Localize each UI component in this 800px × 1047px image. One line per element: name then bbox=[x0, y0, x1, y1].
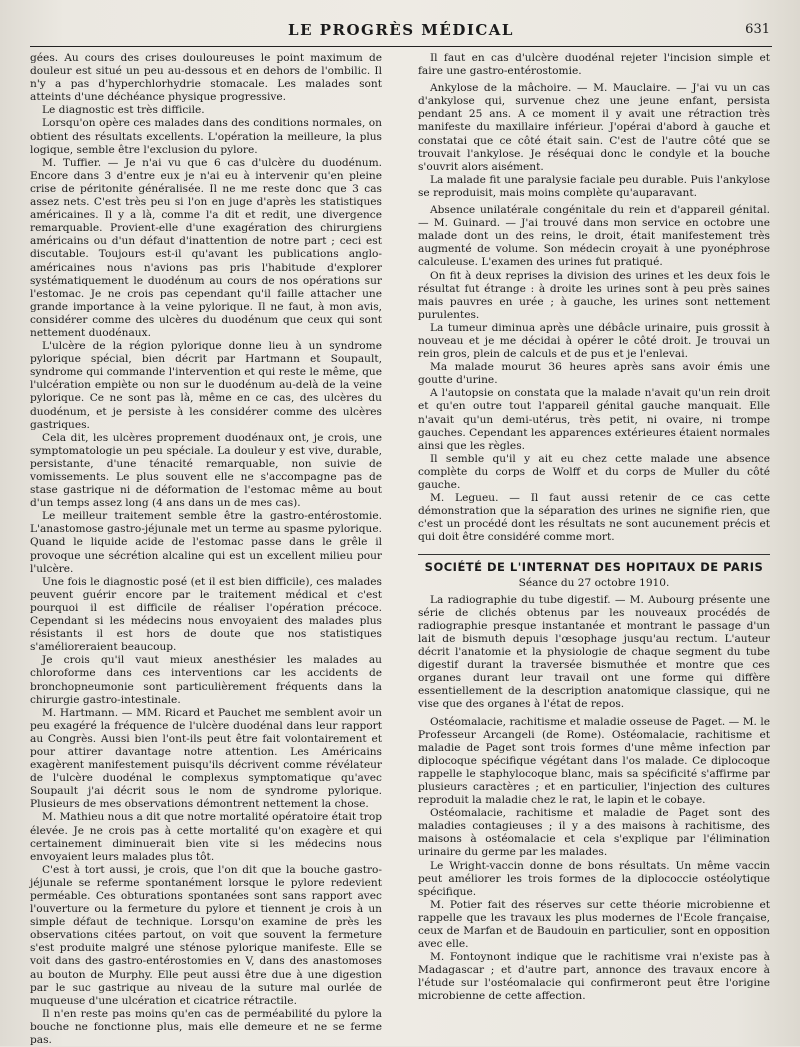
paragraph: M. Potier fait des réserves sur cette théorie microbienne et rappelle que les travaux les plus modernes de l'Ecole française, ceux de Marfan et de Baudouin en particulier, sont en opposition avec elle. bbox=[418, 898, 770, 951]
seance-date: Séance du 27 octobre 1910. bbox=[518, 576, 670, 589]
right-column bbox=[418, 52, 770, 1004]
section-absence-rein: Absence unilatérale congénitale du rein et d'appareil génital. — M. Guinard. — J'ai trouvé dans mon service en octobre une malade dont un des reins, le droit, était manifestement très augmenté de volume. Son médecin croyait à une pyonéphrose calculeuse. L'examen des urines fut pratiqué. bbox=[418, 204, 770, 269]
left-column bbox=[30, 52, 382, 1047]
page-number: 631 bbox=[745, 22, 770, 37]
paragraph: M. Tuffier. — Je n'ai vu que 6 cas d'ulcère du duodénum. Encore dans 3 d'entre eux je n'ai eu à intervenir qu'en pleine crise de péritonite généralisée. Il ne me reste donc que 3 cas assez nets. C'est très peu si l'on en juge d'après les statistiques américaines. Il y a là, comme l'a dit et redit, une divergence remarquable. Provient-elle d'une exagération des chirurgiens américains ou d'un défaut d'inattention de notre part ; ceci est discutable. Toujours est-il qu'avant les publications anglo-américaines nous n'avions pas pris l'habitude d'explorer systématiquement le duodénum au cours de nos opérations sur l'estomac. Je ne crois pas cependant qu'il faille attacher une grande importance à la veine pylorique. Il ne faut, à mon avis, considérer comme des ulcères du duodénum que ceux qui sont nettement duodénaux. bbox=[30, 156, 382, 339]
paragraph: La tumeur diminua après une débâcle urinaire, puis grossit à nouveau et je me décidai à opérer le côté droit. Je trouvai un rein gros, plein de calculs et de pus et je l'enlevai. bbox=[418, 321, 770, 361]
paragraph: C'est à tort aussi, je crois, que l'on dit que la bouche gastro-jéjunale se referme spontanément lorsque le pylore redevient perméable. Ces obturations spontanées sont sans rapport avec l'ouverture ou la fermeture du pylore et tiennent je crois à un simple défaut de technique. Lorsqu'on examine de près les observations citées partout, on voit que souvent la fermeture s'est produite malgré une sténose pylorique manifeste. Elle se voit dans des gastro-entérostomies en V, dans des anastomoses au bouton de Murphy. Elle peut aussi être due à une digestion par le suc gastrique au niveau de la suture mal ourlée de muqueuse d'une ulcération et cicatrice rétractile. bbox=[30, 863, 382, 1007]
paragraph: M. Mathieu nous a dit que notre mortalité opératoire était trop élevée. Je ne crois pas à cette mortalité qu'on exagère et qui certainement diminuerait bien vite si les médecins nous envoyaient leurs malades plus tôt. bbox=[30, 811, 382, 863]
paragraph: Le meilleur traitement semble être la gastro-entérostomie. L'anastomose gastro-jéjunale met un terme au spasme pylorique. Quand le liquide acide de l'estomac passe dans le grêle il provoque une sécrétion alcaline qui est un excellent milieu pour l'ulcère. bbox=[30, 510, 382, 575]
paragraph: Il n'en reste pas moins qu'en cas de perméabilité du pylore la bouche ne fonctionne plus, mais elle demeure et ne se ferme pas. bbox=[30, 1007, 382, 1047]
paragraph: On fit à deux reprises la division des urines et les deux fois le résultat fut étrange : à droite les urines sont à peu près saines mais pauvres en urée ; à gauche, les urines sont nettement purulentes. bbox=[418, 269, 770, 321]
paragraph: M. Hartmann. — MM. Ricard et Pauchet me semblent avoir un peu exagéré la fréquence de l'ulcère duodénal dans leur rapport au Congrès. Aussi bien l'ont-ils peut être fait volontairement et pour attirer davantage notre attention. Les Américains exagèrent manifestement puisqu'ils décrivent comme révélateur de l'ulcère duodénal le complexus symptomatique qu'avec Soupault j'ai décrit sous le nom de syndrome pylorique. Plusieurs de mes observations démontrent nettement la chose. bbox=[30, 706, 382, 811]
paragraph: M. Fontoynont indique que le rachitisme vrai n'existe pas à Madagascar ; et d'autre part, annonce des travaux encore à l'étude sur l'ostéomalacie qui confirmeront peut être l'origine microbienne de cette affection. bbox=[418, 951, 770, 1003]
paragraph: Une fois le diagnostic posé (et il est bien difficile), ces malades peuvent guérir encore par le traitement médical et c'est pourquoi il est difficile de réaliser l'opération précoce. Cependant si les médecins nous envoyaient des malades plus résistants il est hors de doute que nos statistiques s'amélioreraient beaucoup. bbox=[30, 575, 382, 654]
paragraph: Cela dit, les ulcères proprement duodénaux ont, je crois, une symptomatologie un peu spéciale. La douleur y est vive, durable, persistante, d'une ténacité remarquable, non suivie de vomissements. Le plus souvent elle ne s'accompagne pas de stase gastrique ni de déformation de l'estomac même au bout d'un temps assez long (4 ans dans un de mes cas). bbox=[30, 431, 382, 510]
page-header bbox=[30, 20, 772, 47]
paragraph: La malade fit une paralysie faciale peu durable. Puis l'ankylose se reproduisit, mais moins complète qu'auparavant. bbox=[418, 173, 770, 199]
society-heading: SOCIÉTÉ DE L'INTERNAT DES HOPITAUX DE PARIS bbox=[418, 554, 770, 574]
paragraph: Le diagnostic est très difficile. bbox=[42, 104, 205, 117]
paragraph: gées. Au cours des crises douloureuses le point maximum de douleur est situé un peu au-dessous et en dehors de l'ombilic. Il n'y a pas d'hyperchlorhydrie stomacale. Les malades sont atteints d'une déchéance physique progressive. bbox=[30, 52, 382, 104]
paragraph: A l'autopsie on constata que la malade n'avait qu'un rein droit et qu'en outre tout l'appareil génital gauche manquait. Elle n'avait qu'un demi-utérus, très petit, ni ovaire, ni trompe gauches. Cependant les apparences extérieures étaient normales ainsi que les règles. bbox=[418, 387, 770, 452]
section-radiographie: La radiographie du tube digestif. — M. Aubourg présente une série de clichés obtenus par les nouveaux procédés de radiographie presque instantanée et montrant le passage d'un lait de bismuth depuis l'œsophage jusqu'au rectum. L'auteur décrit l'anatomie et la physiologie de chaque segment du tube digestif durant la traversée bismuthée et montre que ces organes durant leur travail ont une forme qui diffère essentiellement de la description anatomique classique, qui ne vise que des organes à l'état de repos. bbox=[418, 593, 770, 711]
paragraph: Lorsqu'on opère ces malades dans des conditions normales, on obtient des résultats excellents. L'opération la meilleure, la plus logique, semble être l'exclusion du pylore. bbox=[30, 117, 382, 156]
paragraph: L'ulcère de la région pylorique donne lieu à un syndrome pylorique spécial, bien décrit par Hartmann et Soupault, syndrome qui commande l'intervention et qui reste le même, que l'ulcération empiète ou non sur le duodénum au-delà de la veine pylorique. Ce ne sont pas là, même en ce cas, des ulcères du duodénum, et je persiste à les considérer comme des ulcères gastriques. bbox=[30, 340, 382, 431]
paragraph: Il semble qu'il y ait eu chez cette malade une absence complète du corps de Wolff et du corps de Muller du côté gauche. bbox=[418, 452, 770, 491]
section-osteomalacie: Ostéomalacie, rachitisme et maladie osseuse de Paget. — M. le Professeur Arcangeli (de Rome). Ostéomalacie, rachitisme et maladie de Paget sont trois formes d'une même infection par diplocoque spécifique végétant dans l'os malade. Ce diplocoque rappelle le staphylocoque blanc, mais sa spécificité s'affirme par plusieurs caractères ; et en particulier, l'injection des cultures reproduit la maladie chez le rat, le lapin et le cobaye. bbox=[418, 715, 770, 807]
paragraph: M. Legueu. — Il faut aussi retenir de ce cas cette démonstration que la séparation des urines ne signifie rien, que c'est un procédé dont les résultats ne sont aucunement précis et qui doit être considéré comme mort. bbox=[418, 492, 770, 544]
journal-title: LE PROGRÈS MÉDICAL bbox=[288, 21, 514, 39]
paragraph: Le Wright-vaccin donne de bons résultats. Un même vaccin peut améliorer les trois formes de la diplococcie ostéolytique spécifique. bbox=[418, 859, 770, 898]
paragraph: Il faut en cas d'ulcère duodénal rejeter l'incision simple et faire une gastro-entérostomie. bbox=[418, 52, 770, 78]
paragraph: Je crois qu'il vaut mieux anesthésier les malades au chloroforme dans ces interventions car les accidents de bronchopneumonie sont particulièrement fréquents dans la chirurgie gastro-intestinale. bbox=[30, 654, 382, 706]
paragraph: Ma malade mourut 36 heures après sans avoir émis une goutte d'urine. bbox=[418, 361, 770, 387]
paragraph: Ostéomalacie, rachitisme et maladie de Paget sont des maladies contagieuses ; il y a des maisons à rachitisme, des maisons à ostéomalacie et cela s'explique par l'élimination urinaire du germe par les malades. bbox=[418, 807, 770, 859]
section-ankylose: Ankylose de la mâchoire. — M. Mauclaire. — J'ai vu un cas d'ankylose qui, survenue chez une jeune enfant, persista pendant 25 ans. A ce moment il y avait une rétraction très manifeste du maxillaire inférieur. J'opérai d'abord à gauche et constatai que ce côté était sain. C'est de l'autre côté que se trouvait l'ankylose. Je réséquai donc le condyle et la bouche s'ouvrit alors aisément. bbox=[418, 82, 770, 173]
